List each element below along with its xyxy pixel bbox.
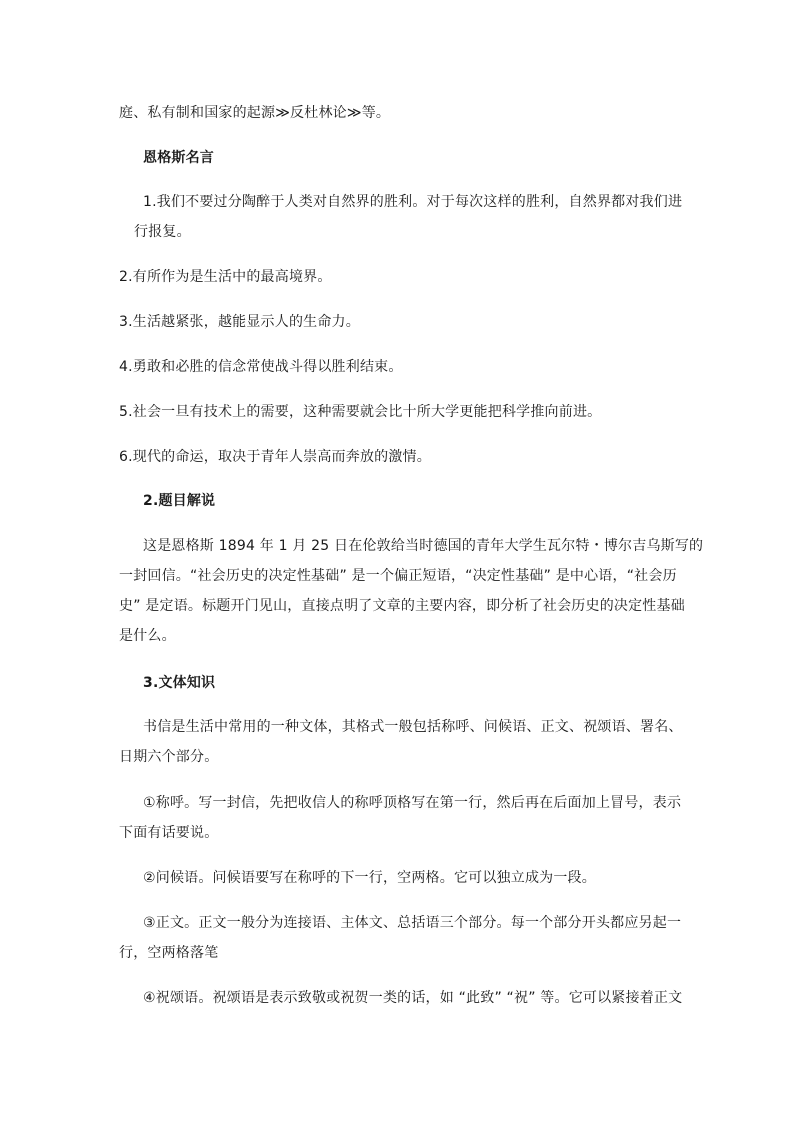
section-3-p5-line-1: ④祝颂语。祝颂语是表示致敬或祝贺一类的话，如 “此致” “祝” 等。它可以紧接着正文 — [143, 990, 683, 1006]
section-3-p1-line-2: 日期六个部分。 — [119, 749, 219, 765]
section-3-p3-line-1: ②问候语。问候语要写在称呼的下一行，空两格。它可以独立成为一段。 — [143, 870, 596, 886]
section-3-heading: 3.文体知识 — [143, 675, 216, 691]
section-3-p4-line-1: ③正文。正文一般分为连接语、主体文、总括语三个部分。每一个部分开头都应另起一 — [143, 915, 682, 931]
quote-6: 6.现代的命运，取决于青年人崇高而奔放的激情。 — [119, 449, 431, 465]
section-3-p2-line-1: ①称呼。写一封信，先把收信人的称呼顶格写在第一行，然后再在后面加上冒号，表示 — [143, 795, 682, 811]
section-2-heading: 2.题目解说 — [143, 493, 216, 509]
section-2-line-2: 一封回信。“社会历史的决定性基础” 是一个偏正短语，“决定性基础” 是中心语，“社会历 — [119, 568, 677, 584]
section-3-p4-line-2: 行，空两格落笔 — [119, 945, 219, 961]
section-2-line-1: 这是恩格斯 1894 年 1 月 25 日在伦敦给当时德国的青年大学生瓦尔特・博尔吉乌斯写的 — [143, 538, 704, 554]
quote-1-line-2: 行报复。 — [134, 224, 191, 240]
quote-4: 4.勇敢和必胜的信念常使战斗得以胜利结束。 — [119, 359, 403, 375]
section-2-line-3: 史” 是定语。标题开门见山，直接点明了文章的主要内容，即分析了社会历史的决定性基础 — [119, 598, 685, 614]
quote-3: 3.生活越紧张，越能显示人的生命力。 — [119, 314, 360, 330]
quote-1-line-1: 1.我们不要过分陶醉于人类对自然界的胜利。对于每次这样的胜利，自然界都对我们进 — [143, 194, 683, 210]
section-3-p1-line-1: 书信是生活中常用的一种文体，其格式一般包括称呼、问候语、正文、祝颂语、署名、 — [143, 719, 683, 735]
intro-continuation: 庭、私有制和国家的起源≫反杜林论≫等。 — [119, 105, 391, 121]
quote-5: 5.社会一旦有技术上的需要，这种需要就会比十所大学更能把科学推向前进。 — [119, 404, 602, 420]
quotes-heading: 恩格斯名言 — [143, 150, 214, 166]
quote-2: 2.有所作为是生活中的最高境界。 — [119, 269, 332, 285]
section-3-p2-line-2: 下面有话要说。 — [119, 825, 219, 841]
section-2-line-4: 是什么。 — [119, 628, 176, 644]
